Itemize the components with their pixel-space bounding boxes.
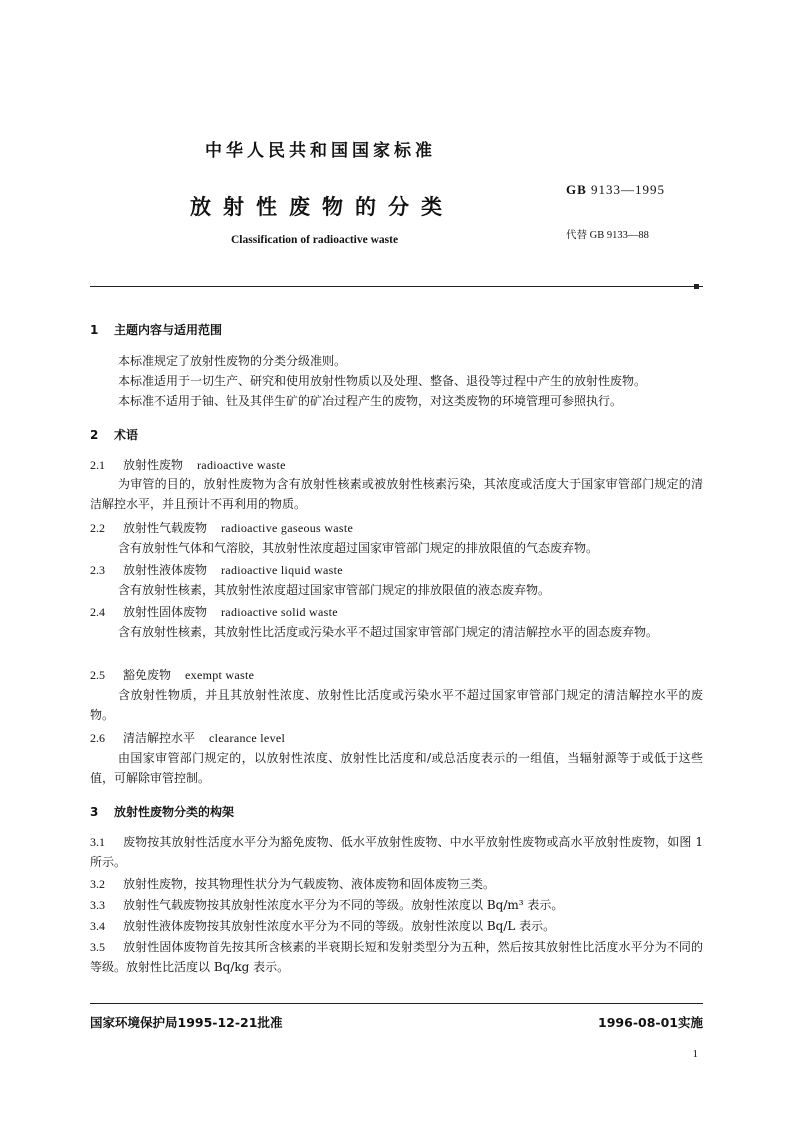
divider-dot <box>694 284 699 289</box>
clause-text: 放射性液体废物按其放射性浓度水平分为不同的等级。放射性浓度以 Bq/L 表示。 <box>123 919 556 933</box>
term-2-4 <box>90 603 338 620</box>
term-en: radioactive liquid waste <box>221 563 343 577</box>
section-3-number: 3 <box>90 805 99 819</box>
term-number: 2.1 <box>90 458 105 472</box>
section-1-number: 1 <box>90 323 99 337</box>
term-en: exempt waste <box>185 668 255 682</box>
term-en: radioactive gaseous waste <box>221 521 354 535</box>
term-2-4-definition: 含有放射性核素，其放射性比活度或污染水平不超过国家审管部门规定的清洁解控水平的固态废弃物。 <box>118 625 659 639</box>
term-2-1 <box>90 456 286 473</box>
clause-number: 3.2 <box>90 877 105 891</box>
clause-text: 废物按其放射性活度水平分为豁免废物、低水平放射性废物、中水平放射性废物或高水平放射性废物，如图 1 所示。 <box>90 835 703 869</box>
term-number: 2.5 <box>90 668 105 682</box>
term-number: 2.6 <box>90 731 105 745</box>
clause-text: 放射性废物，按其物理性状分为气载废物、液体废物和固体废物三类。 <box>123 877 496 891</box>
section-3-heading <box>90 803 234 820</box>
clause-3-2 <box>90 874 703 894</box>
term-2-2 <box>90 519 353 536</box>
term-2-6-definition: 由国家审管部门规定的，以放射性浓度、放射性比活度和/或总活度表示的一组值，当辐射源等于或低于这些值，可解除审管控制。 <box>90 751 703 785</box>
standard-code-number: 9133—1995 <box>591 182 666 197</box>
approval-date: 国家环境保护局1995-12-21批准 <box>90 1015 283 1030</box>
section-3-title: 放射性废物分类的构架 <box>114 805 235 819</box>
term-cn: 放射性废物 <box>123 458 184 472</box>
section-2-heading <box>90 426 138 443</box>
clause-number: 3.4 <box>90 919 105 933</box>
standard-code-prefix: GB <box>566 182 587 197</box>
term-2-6 <box>90 729 285 746</box>
header-divider <box>90 286 703 287</box>
term-2-1-definition: 为审管的目的，放射性废物为含有放射性核素或被放射性核素污染，其浓度或活度大于国家审管部门规定的清洁解控水平，并且预计不再利用的物质。 <box>90 477 703 511</box>
section-1-para-1: 本标准规定了放射性废物的分类分级准则。 <box>118 354 347 368</box>
term-cn: 放射性液体废物 <box>123 563 208 577</box>
term-2-5 <box>90 666 254 683</box>
section-2-title: 术语 <box>114 428 139 442</box>
clause-3-4 <box>90 916 703 936</box>
clause-number: 3.1 <box>90 835 105 849</box>
section-1-heading <box>90 321 222 338</box>
clause-3-1 <box>90 832 703 872</box>
term-cn: 放射性固体废物 <box>123 605 208 619</box>
term-2-3-definition: 含有放射性核素，其放射性浓度超过国家审管部门规定的排放限值的液态废弃物。 <box>118 583 551 597</box>
term-cn: 豁免废物 <box>123 668 172 682</box>
clause-3-5 <box>90 937 703 977</box>
clause-number: 3.5 <box>90 940 105 954</box>
clause-3-3 <box>90 895 703 915</box>
section-1-para-2: 本标准适用于一切生产、研究和使用放射性物质以及处理、整备、退役等过程中产生的放射性废物。 <box>118 374 647 388</box>
effective-date: 1996-08-01实施 <box>598 1015 703 1030</box>
term-en: radioactive waste <box>197 458 286 472</box>
clause-number: 3.3 <box>90 898 105 912</box>
page-number: 1 <box>692 1048 698 1060</box>
document-title-en: Classification of radioactive waste <box>231 234 399 246</box>
term-cn: 清洁解控水平 <box>123 731 196 745</box>
replaces-code: 代替 GB 9133—88 <box>566 230 649 241</box>
clause-text: 放射性固体废物首先按其所含核素的半衰期长短和发射类型分为五种，然后按其放射性比活度水平分为不同的等级。放射性比活度以 Bq/kg 表示。 <box>90 940 703 974</box>
term-number: 2.3 <box>90 563 105 577</box>
document-title-cn: 放射性废物的分类 <box>190 195 454 219</box>
section-1-para-3: 本标准不适用于铀、钍及其伴生矿的矿冶过程产生的废物，对这类废物的环境管理可参照执行。 <box>118 394 623 408</box>
section-1-title: 主题内容与适用范围 <box>114 323 223 337</box>
term-number: 2.2 <box>90 521 105 535</box>
standard-code <box>566 182 665 198</box>
term-2-3 <box>90 561 343 578</box>
term-number: 2.4 <box>90 605 105 619</box>
clause-text: 放射性气载废物按其放射性浓度水平分为不同的等级。放射性浓度以 Bq/m³ 表示。 <box>123 898 564 912</box>
standard-org-heading: 中华人民共和国国家标准 <box>205 141 436 161</box>
footer-divider <box>90 1003 703 1004</box>
term-2-2-definition: 含有放射性气体和气溶胶，其放射性浓度超过国家审管部门规定的排放限值的气态废弃物。 <box>118 541 599 555</box>
term-2-5-definition: 含放射性物质，并且其放射性浓度、放射性比活度或污染水平不超过国家审管部门规定的清洁解控水平的废物。 <box>90 688 703 722</box>
term-cn: 放射性气载废物 <box>123 521 208 535</box>
section-2-number: 2 <box>90 428 99 442</box>
term-en: clearance level <box>209 731 286 745</box>
term-en: radioactive solid waste <box>221 605 338 619</box>
